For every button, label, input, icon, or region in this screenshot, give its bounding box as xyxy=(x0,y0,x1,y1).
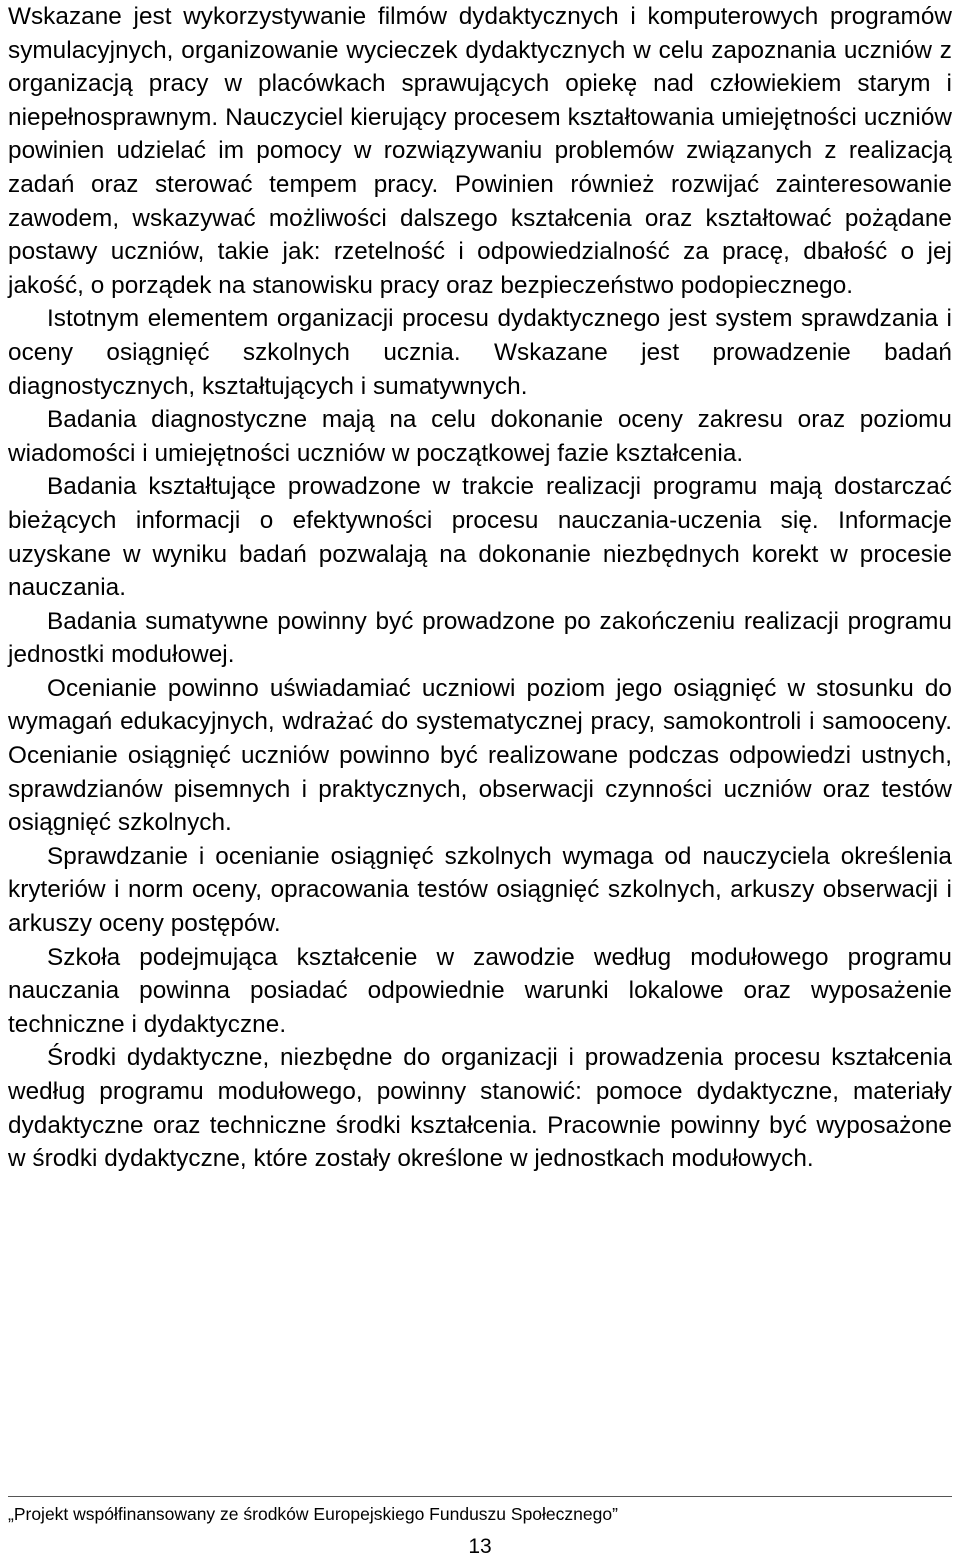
paragraph-diagnostic-tests: Badania diagnostyczne mają na celu dokonanie oceny zakresu oraz poziomu wiadomości i umiejętności uczniów w początkowej fazie kształcenia. xyxy=(8,406,952,467)
page-number: 13 xyxy=(468,1535,492,1558)
paragraph-formative-tests: Badania kształtujące prowadzone w trakcie realizacji programu mają dostarczać bieżących informacji o efektywności procesu nauczania-uczenia się. Informacje uzyskane w wyniku badań pozwalają na dokonanie niezbędnych korekt w procesie nauczania. xyxy=(8,473,952,602)
paragraph-assessment-system: Istotnym elementem organizacji procesu dydaktycznego jest system sprawdzania i oceny osiągnięć szkolnych ucznia. Wskazane jest prowadzenie badań diagnostycznych, kształtujących i sumatywnych. xyxy=(8,305,952,400)
document-body xyxy=(8,0,952,1176)
footer-project-note: „Projekt współfinansowany ze środków Europejskiego Funduszu Społecznego” xyxy=(8,1504,618,1524)
footer-divider xyxy=(8,1496,952,1497)
paragraph-grading: Ocenianie powinno uświadamiać uczniowi poziom jego osiągnięć w stosunku do wymagań edukacyjnych, wdrażać do systematycznej pracy, samokontroli i samooceny. Ocenianie osiągnięć uczniów powinno być realizowane podczas odpowiedzi ustnych, sprawdzianów pisemnych i praktycznych, obserwacji czynności uczniów oraz testów osiągnięć szkolnych. xyxy=(8,674,952,837)
paragraph-teaching-methods: Wskazane jest wykorzystywanie filmów dydaktycznych i komputerowych programów symulacyjnych, organizowanie wycieczek dydaktycznych w celu zapoznania uczniów z organizacją pracy w placówkach sprawujących opiekę nad człowiekiem starym i niepełnosprawnym. Nauczyciel kierujący procesem kształtowania umiejętności uczniów powinien udzielać im pomocy w rozwiązywaniu problemów związanych z realizacją zadań oraz sterować tempem pracy. Powinien również rozwijać zainteresowanie zawodem, wskazywać możliwości dalszego kształcenia oraz kształtować pożądane postawy uczniów, takie jak: rzetelność i odpowiedzialność za pracę, dbałość o jej jakość, o porządek na stanowisku pracy oraz bezpieczeństwo podopiecznego. xyxy=(8,3,952,299)
paragraph-summative-tests: Badania sumatywne powinny być prowadzone po zakończeniu realizacji programu jednostki modułowej. xyxy=(8,607,952,669)
paragraph-teaching-aids: Środki dydaktyczne, niezbędne do organizacji i prowadzenia procesu kształcenia według programu modułowego, powinny stanowić: pomoce dydaktyczne, materiały dydaktyczne oraz techniczne środki kształcenia. Pracownie powinny być wyposażone w środki dydaktyczne, które zostały określone w jednostkach modułowych. xyxy=(8,1044,952,1173)
paragraph-assessment-criteria: Sprawdzanie i ocenianie osiągnięć szkolnych wymaga od nauczyciela określenia kryteriów i norm oceny, opracowania testów osiągnięć szkolnych, arkuszy obserwacji i arkuszy oceny postępów. xyxy=(8,842,952,938)
paragraph-school-conditions: Szkoła podejmująca kształcenie w zawodzie według modułowego programu nauczania powinna posiadać odpowiednie warunki lokalowe oraz wyposażenie techniczne i dydaktyczne. xyxy=(8,943,952,1038)
